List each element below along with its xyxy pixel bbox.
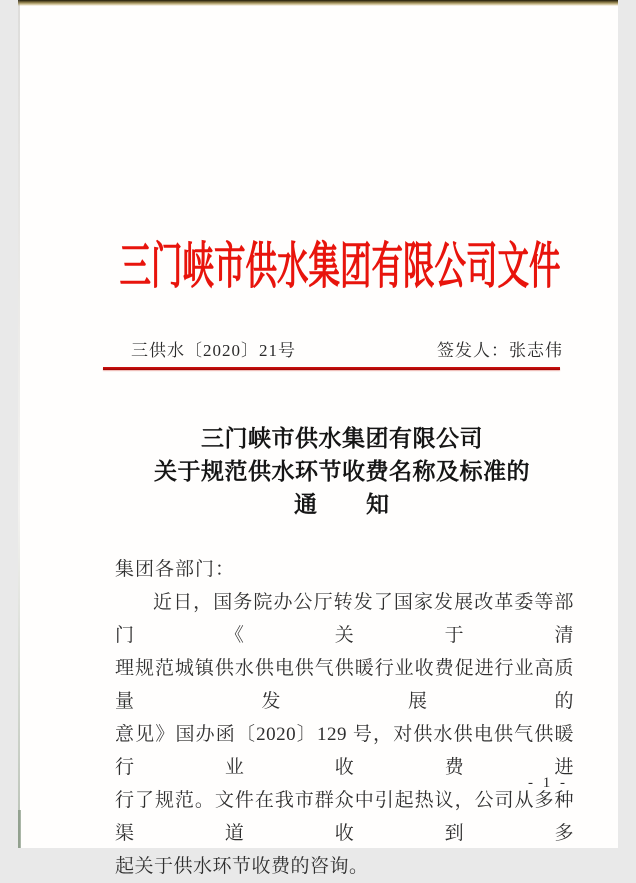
paragraph-line: 起关于供水环节收费的咨询。 <box>115 856 369 877</box>
paragraph-line: 行了规范。文件在我市群众中引起热议，公司从多种渠道收到多 <box>115 790 574 844</box>
scan-edge-left <box>18 0 20 848</box>
document-body <box>115 553 574 883</box>
document-heading <box>42 422 636 521</box>
salutation: 集团各部门： <box>115 559 236 580</box>
paragraph-line: 意见》国办函〔2020〕129 号，对供水供电供气供暖行业收费进 <box>115 724 574 778</box>
page-number: - 1 - <box>528 775 568 791</box>
red-divider-line <box>103 367 560 370</box>
issuer-name: 张志伟 <box>509 341 563 360</box>
paragraph-line: 近日，国务院办公厅转发了国家发展改革委等部门《关于清 <box>115 592 574 646</box>
issuer-label: 签发人： <box>437 341 509 360</box>
issuer <box>437 336 563 361</box>
heading-line-subject: 关于规范供水环节收费名称及标准的 <box>154 459 530 484</box>
paragraph-line: 理规范城镇供水供电供气供暖行业收费促进行业高质量发展的 <box>115 658 574 712</box>
heading-line-company: 三门峡市供水集团有限公司 <box>201 426 483 451</box>
heading-line-notice: 通 知 <box>294 492 390 517</box>
document-info-row <box>131 336 563 361</box>
scan-mark-bottom-left <box>18 810 21 848</box>
document-number: 三供水〔2020〕21号 <box>131 341 296 360</box>
letterhead-title: 三门峡市供水集团有限公司文件 <box>119 238 561 294</box>
scanned-document-page <box>18 0 618 877</box>
scan-edge-top <box>18 0 618 6</box>
